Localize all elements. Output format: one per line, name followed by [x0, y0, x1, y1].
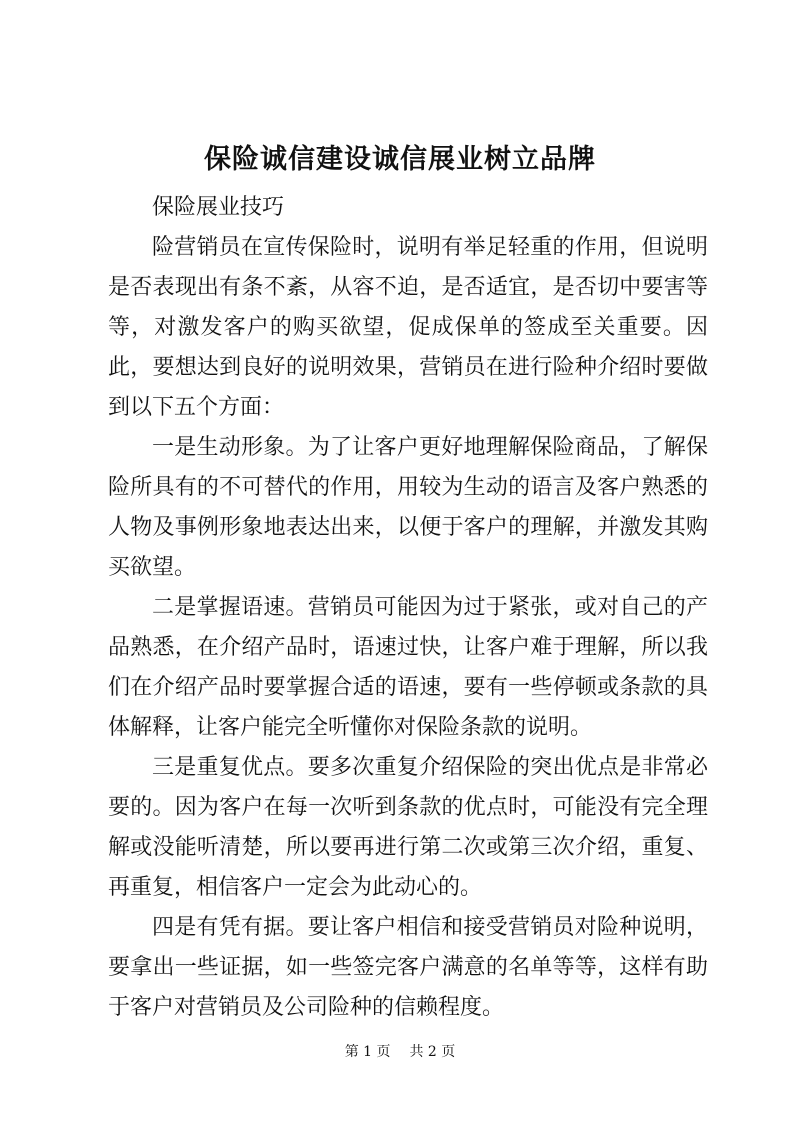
- paragraph-intro: 险营销员在宣传保险时，说明有举足轻重的作用，但说明是否表现出有条不紊，从容不迫，是否适宜，是否切中要害等等，对激发客户的购买欲望，促成保单的签成至关重要。因此，要想达到良好的说明效果，营销员在进行险种介绍时要做到以下五个方面：: [108, 235, 708, 420]
- document-title: 保险诚信建设诚信展业树立品牌: [204, 144, 596, 175]
- paragraph-point-1: 一是生动形象。为了让客户更好地理解保险商品，了解保险所具有的不可替代的作用，用较为生动的语言及客户熟悉的人物及事例形象地表达出来，以便于客户的理解，并激发其购买欲望。: [108, 435, 708, 580]
- paragraph-point-2: 二是掌握语速。营销员可能因为过于紧张，或对自己的产品熟悉，在介绍产品时，语速过快，让客户难于理解，所以我们在介绍产品时要掌握合适的语速，要有一些停顿或条款的具体解释，让客户能完全听懂你对保险条款的说明。: [108, 595, 708, 740]
- paragraph-point-4: 四是有凭有据。要让客户相信和接受营销员对险种说明，要拿出一些证据，如一些签完客户满意的名单等等，这样有助于客户对营销员及公司险种的信赖程度。: [108, 915, 708, 1020]
- total-pages: 共 2 页: [409, 1044, 456, 1060]
- paragraph-point-3: 三是重复优点。要多次重复介绍保险的突出优点是非常必要的。因为客户在每一次听到条款的优点时，可能没有完全理解或没能听清楚，所以要再进行第二次或第三次介绍，重复、再重复，相信客户一定会为此动心的。: [108, 755, 708, 900]
- page-footer: [0, 1042, 800, 1062]
- paragraph-heading: 保险展业技巧: [152, 195, 285, 220]
- page-number: 第 1 页: [344, 1044, 391, 1060]
- document-body: [108, 188, 708, 1028]
